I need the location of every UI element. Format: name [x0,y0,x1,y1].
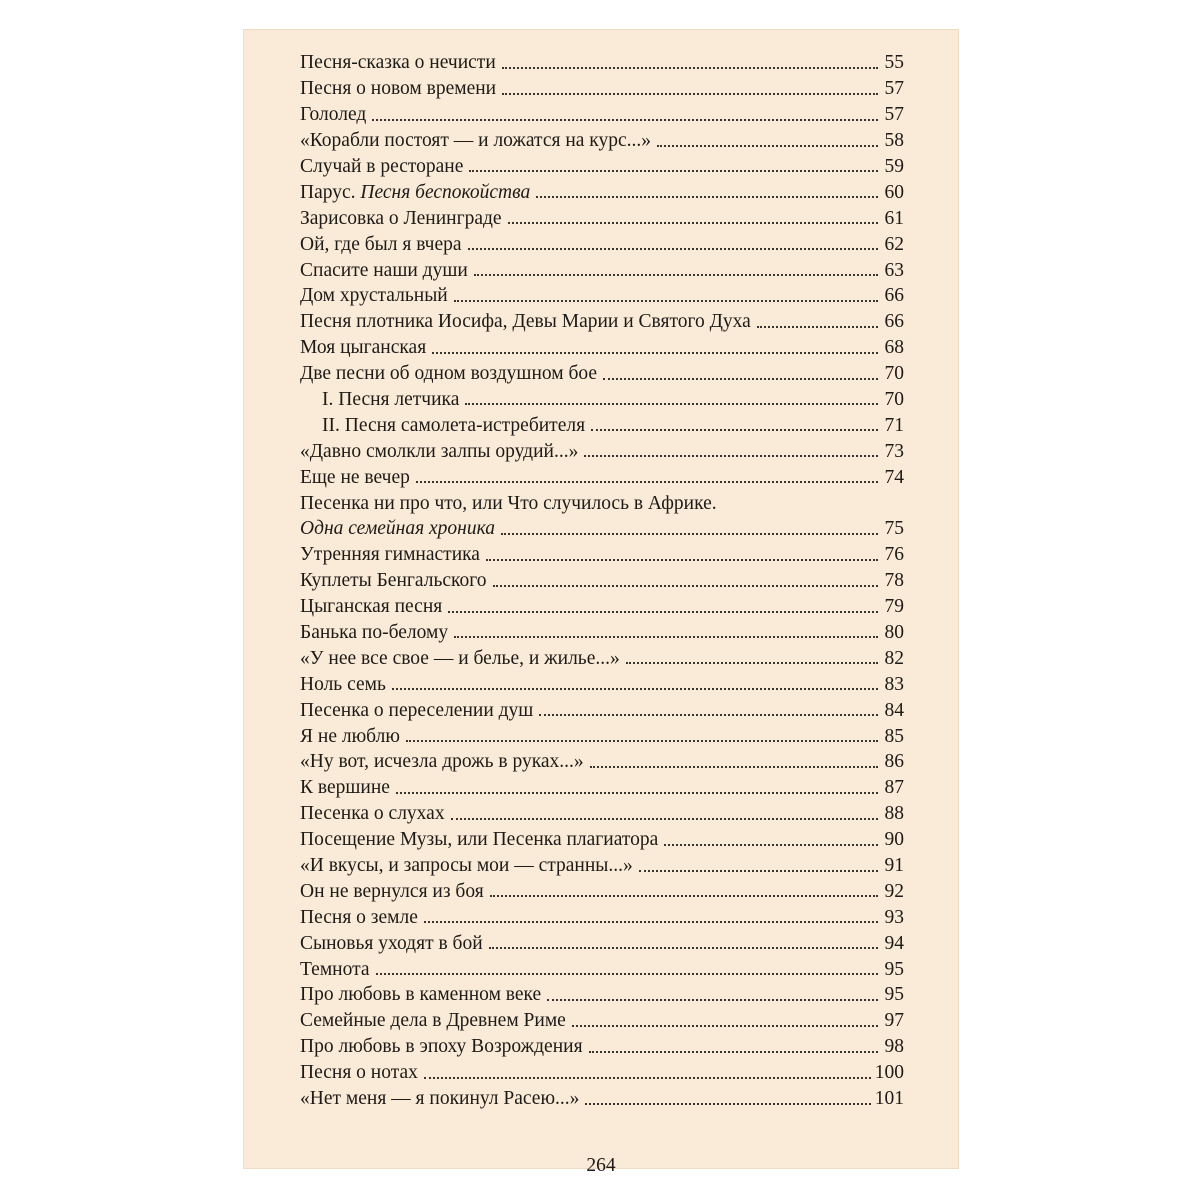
toc-entry [300,979,904,1005]
toc-entry-page: 68 [884,337,904,359]
dot-leader [547,999,878,1001]
toc-entry-page: 90 [884,829,904,851]
toc-entry-title-text: К вершине [300,777,390,799]
toc-entry [300,99,904,125]
toc-entry-title [300,985,541,1005]
toc-entry [300,668,904,694]
toc-entry-page: 78 [884,570,904,592]
toc-entry-page: 66 [884,285,904,307]
toc-entry-page: 59 [884,155,904,177]
toc-entry-title-text: «Корабли постоят — и ложатся на курс...» [300,130,652,152]
toc-entry-title [300,519,495,539]
toc-entry-title-text: Песня о земле [300,906,418,928]
toc-entry-title [300,804,445,824]
toc-entry-title [300,675,386,695]
toc-entry [300,47,904,73]
toc-entry-title-text: Песенка ни про что, или Что случилось в Африке. [300,492,717,514]
toc-entry-title [300,468,410,488]
toc-entry-page: 61 [884,207,904,229]
toc-entry-title-text: Гололед [300,104,367,126]
toc-entry-page: 57 [884,104,904,126]
toc-entry-page: 80 [884,621,904,643]
toc-entry-title-text: Случай в ресторане [300,155,464,177]
toc-entry [300,73,904,99]
toc-entry-title-text: «Нет меня — я покинул Расею...» [300,1088,580,1110]
dot-leader [372,119,878,121]
dot-leader [590,766,878,768]
page-number: 264 [586,1155,616,1176]
dot-leader [502,67,878,69]
toc-entry-page: 91 [884,855,904,876]
dot-leader [454,636,878,638]
toc-entry [300,1005,904,1031]
toc-entry-page: 58 [884,130,904,152]
toc-entry [300,798,904,824]
toc-entry [300,642,904,668]
toc-entry-title-text: Я не люблю [300,725,400,747]
toc-entry [300,772,904,798]
toc-entry-title [300,882,484,902]
dot-leader [572,1025,878,1027]
dot-leader [501,533,878,535]
toc-entry-page: 95 [884,984,904,1006]
toc-entry [300,953,904,979]
toc-entry [300,228,904,254]
dot-leader [585,1103,870,1105]
toc-entry-title-text: Моя цыганская [300,337,427,359]
toc-entry [300,409,904,435]
toc-entry [300,617,904,643]
toc-entry-title [300,1063,418,1083]
dot-leader [664,844,878,846]
toc-entry [300,202,904,228]
toc-entry-title-text: Песенка о слухах [300,803,445,825]
toc-entry [300,1057,904,1083]
toc-entry-title-text: Песенка о переселении душ [300,699,534,721]
toc-entry-title [300,752,584,772]
toc-entry-title [300,908,418,928]
dot-leader [626,662,878,664]
toc-entry-page: 60 [884,181,904,203]
toc-entry [300,461,904,487]
toc-entry-subtitle: Одна семейная хроника [300,518,495,540]
toc-entry [300,927,904,953]
dot-leader [486,559,878,561]
toc-entry-title [300,442,578,462]
toc-entry-title-text: Песня о нотах [300,1062,418,1084]
toc-entry-title-text: Дом хрустальный [300,285,448,307]
toc-entry-page: 94 [884,932,904,954]
toc-entry [300,901,904,927]
toc-entry-page: 57 [884,78,904,100]
toc-entry [300,254,904,280]
toc-entry [300,332,904,358]
dot-leader [424,921,878,923]
toc-entry-title-text: Песня о новом времени [300,78,497,100]
toc-entry-page: 71 [884,414,904,436]
toc-entry-title [300,183,530,203]
toc-entry-title-text: Цыганская песня [300,596,443,618]
toc-entry [300,358,904,384]
toc-entry-title [300,960,370,980]
toc-entry [300,306,904,332]
toc-entry-title [300,623,448,643]
dot-leader [603,378,878,380]
toc-entry-title [300,286,448,306]
toc-entry-title [300,364,597,384]
toc-entry-page: 84 [884,699,904,721]
toc-entry-page: 63 [884,259,904,281]
toc-entry-title-text: «Ну вот, исчезла дрожь в руках...» [300,751,584,773]
toc-entry-title [300,209,502,229]
toc-entry-title [300,312,751,332]
toc-entry-page: 88 [884,803,904,825]
toc-entry [300,384,904,410]
toc-entry [300,487,904,513]
toc-entry-title-text: Зарисовка о Ленинграде [300,207,502,229]
toc-entry-page: 66 [884,311,904,333]
table-of-contents [300,47,904,1109]
dot-leader [448,611,878,613]
toc-entry-title [300,235,462,255]
toc-entry-title [300,416,585,436]
toc-entry [300,1031,904,1057]
toc-entry-title-text: Про любовь в каменном веке [300,984,542,1006]
toc-entry [300,280,904,306]
dot-leader [432,352,878,354]
toc-entry [300,591,904,617]
toc-entry-title [300,338,426,358]
toc-entry [300,720,904,746]
toc-entry-page: 86 [884,751,904,773]
toc-entry-page: 55 [884,52,904,74]
toc-entry-page: 70 [884,388,904,410]
toc-entry-page: 101 [874,1088,904,1110]
dot-leader [589,1051,878,1053]
dot-leader [424,1077,871,1079]
toc-entry [300,850,904,876]
dot-leader [474,274,878,276]
toc-entry-title-text: Утренняя гимнастика [300,544,480,566]
toc-entry-title-text: Песня-сказка о нечисти [300,52,496,74]
toc-entry-title-text: «И вкусы, и запросы мои — странны...» [300,855,633,876]
toc-entry-title-text: Банька по-белому [300,621,449,643]
toc-entry-page: 95 [884,958,904,980]
toc-entry [300,1083,904,1109]
toc-entry-title [300,79,496,99]
dot-leader [451,818,878,820]
toc-entry-title-text: Спасите наши души [300,259,468,281]
dot-leader [508,222,878,224]
dot-leader [416,481,878,483]
toc-entry-title-text: Ноль семь [300,673,386,695]
dot-leader [757,326,878,328]
toc-entry-title-text: Две песни об одном воздушном бое [300,363,598,385]
dot-leader [493,585,879,587]
toc-entry-title [300,1037,583,1057]
dot-leader [536,196,878,198]
toc-entry-title-text: Семейные дела в Древнем Риме [300,1010,566,1032]
dot-leader [454,300,878,302]
toc-entry-title-text: «У нее все свое — и белье, и жилье...» [300,647,620,669]
toc-entry-title-text: Про любовь в эпоху Возрождения [300,1036,583,1058]
dot-leader [584,455,878,457]
toc-entry-title-text: «Давно смолкли залпы орудий...» [300,440,579,462]
toc-entry-page: 93 [884,906,904,928]
dot-leader [490,895,878,897]
toc-entry-title [300,131,651,151]
toc-entry-title [300,778,390,798]
toc-entry [300,746,904,772]
toc-entry-title-text: Парус. [300,181,356,203]
toc-entry-title [300,649,620,669]
toc-entry [300,824,904,850]
toc-entry [300,876,904,902]
toc-entry-page: 75 [884,518,904,540]
toc-entry-title-text: Сыновья уходят в бой [300,932,483,954]
toc-entry-title-text: Песня плотника Иосифа, Девы Марии и Святого Духа [300,311,751,333]
toc-entry-title [300,1089,579,1109]
toc-entry-page: 62 [884,233,904,255]
toc-entry-page: 76 [884,544,904,566]
toc-entry-title [300,390,459,410]
toc-entry [300,539,904,565]
toc-entry-title [300,830,658,850]
toc-entry-page: 87 [884,777,904,799]
toc-entry-page: 74 [884,466,904,488]
toc-entry-title-text: II. Песня самолета-истребителя [322,414,586,436]
toc-entry-title [300,571,487,591]
toc-entry-page: 79 [884,596,904,618]
toc-entry-title [300,701,533,721]
dot-leader [539,714,878,716]
toc-entry-title [300,494,717,514]
toc-entry-title [300,545,480,565]
toc-entry [300,176,904,202]
dot-leader [489,947,878,949]
toc-entry-title [300,727,400,747]
dot-leader [468,248,878,250]
toc-entry [300,565,904,591]
toc-entry-page: 97 [884,1010,904,1032]
toc-entry-page: 100 [874,1062,904,1084]
toc-entry-page: 73 [884,440,904,462]
toc-entry-title-text: Он не вернулся из боя [300,880,484,902]
dot-leader [465,403,878,405]
toc-entry [300,151,904,177]
dot-leader [657,145,878,147]
dot-leader [376,973,878,975]
dot-leader [502,93,878,95]
book-page [243,29,959,1176]
toc-entry-title [300,53,496,73]
toc-entry-title-text: Темнота [300,958,370,980]
dot-leader [406,740,878,742]
toc-entry-page: 82 [884,647,904,669]
toc-entry-title-text: Куплеты Бенгальского [300,570,487,592]
dot-leader [469,170,878,172]
toc-entry [300,125,904,151]
toc-entry-title [300,597,442,617]
dot-leader [392,688,878,690]
toc-entry-title-text: Ой, где был я вчера [300,233,462,255]
toc-entry [300,513,904,539]
toc-entry [300,435,904,461]
toc-entry-page: 85 [884,725,904,747]
toc-entry-title [300,856,633,876]
toc-entry-subtitle: Песня беспокойства [360,181,531,203]
toc-entry-title-text: I. Песня летчика [322,388,460,410]
toc-entry [300,694,904,720]
toc-entry-title [300,934,483,954]
toc-entry-title [300,261,468,281]
toc-entry-title-text: Посещение Музы, или Песенка плагиатора [300,829,659,851]
toc-entry-page: 70 [884,363,904,385]
toc-entry-page: 98 [884,1036,904,1058]
toc-entry-title-text: Еще не вечер [300,466,410,488]
dot-leader [639,870,878,872]
dot-leader [396,792,878,794]
toc-entry-page: 83 [884,673,904,695]
toc-entry-title [300,157,463,177]
toc-entry-title [300,105,366,125]
dot-leader [591,429,878,431]
toc-entry-page: 92 [884,880,904,902]
toc-entry-title [300,1011,566,1031]
